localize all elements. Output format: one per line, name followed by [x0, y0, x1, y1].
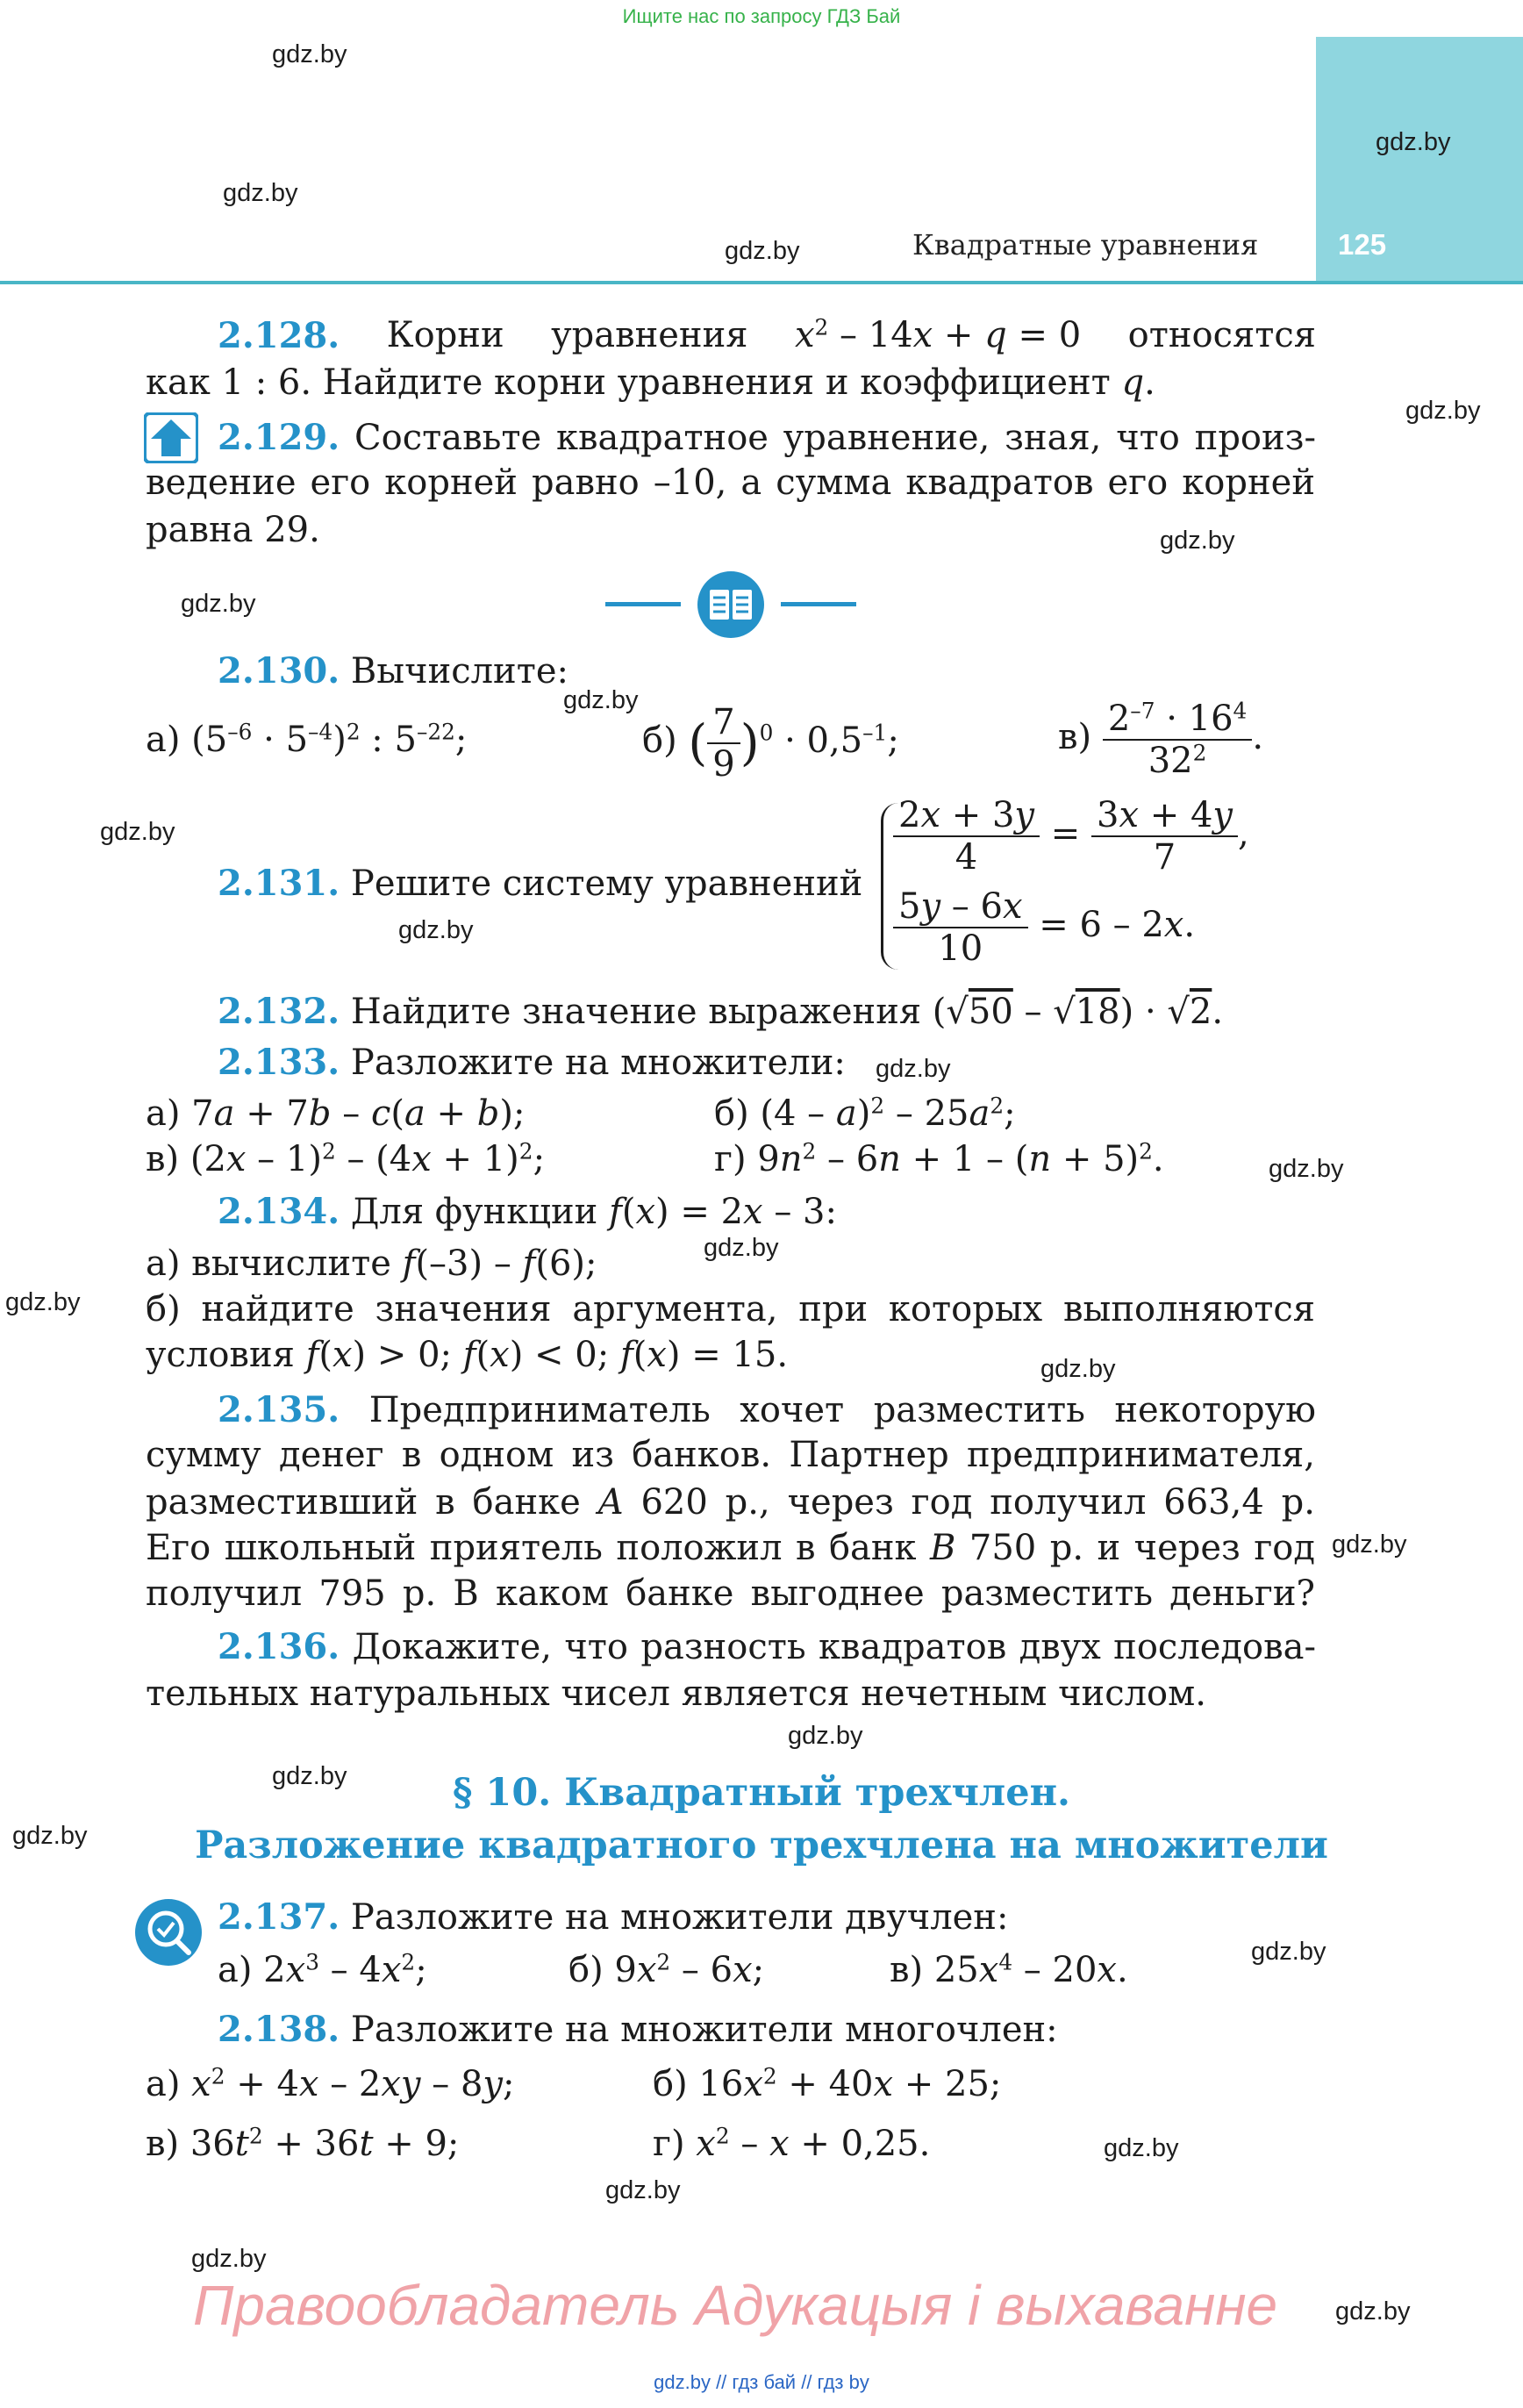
- text: Вычислите:: [350, 651, 568, 692]
- problem-2-138-a: а) $x^2 + 4x - 2xy - 8y$;: [146, 2063, 515, 2104]
- text: Корни: [386, 315, 504, 355]
- problem-number: 2.130.: [218, 650, 340, 692]
- watermark: gdz.by: [1160, 527, 1235, 555]
- problem-2-132: 2.132. Найдите значение выражения (√50 – √18) · √2.: [218, 991, 1224, 1032]
- watermark: gdz.by: [1104, 2134, 1179, 2162]
- problem-number: 2.129.: [218, 417, 340, 458]
- problem-2-133-d: г) $9n^2 - 6n + 1 - (n + 5)^2$.: [714, 1138, 1164, 1179]
- watermark: gdz.by: [191, 2245, 267, 2273]
- watermark: gdz.by: [876, 1055, 951, 1083]
- problem-2-130-c: в) $\frac{2^{-7} \cdot 16^4}{32^2}$ .: [1058, 698, 1264, 781]
- divider-right: [781, 602, 856, 606]
- text: Его школьный приятель положил в банк: [146, 1528, 917, 1568]
- problem-2-129-line2: ведение его корней равно –10, а сумма квадратов его корней: [146, 462, 1315, 503]
- watermark: gdz.by: [1376, 128, 1451, 156]
- footer-links[interactable]: gdz.by // гдз бай // гдз by: [654, 2371, 869, 2393]
- watermark: gdz.by: [788, 1722, 863, 1750]
- problem-2-138-c: в) $36t^2 + 36t + 9$;: [146, 2123, 460, 2164]
- watermark: gdz.by: [100, 818, 175, 846]
- problem-2-135-line3: разместивший в банке A 620 р., через год получил 663,4 р.: [146, 1482, 1315, 1523]
- problem-2-135-line1: [218, 1387, 1316, 1434]
- problem-2-137-c: в) $25x^4 - 20x$.: [890, 1949, 1128, 1990]
- text: Докажите, что разность квадратов двух последова-: [352, 1627, 1317, 1667]
- problem-2-138-b: б) $16x^2 + 40x + 25$;: [653, 2063, 1002, 2104]
- watermark: gdz.by: [223, 179, 298, 207]
- divider-left: [605, 602, 681, 606]
- equation: $x^2 - 14x + q = 0$: [794, 314, 1082, 355]
- problem-2-135-line5: получил 795 р. В каком банке выгоднее разместить деньги?: [146, 1573, 1315, 1614]
- problem-number: 2.137.: [218, 1896, 340, 1938]
- text: Предприниматель хочет разместить некоторую: [368, 1390, 1316, 1430]
- system-equation-1: $\frac{2x + 3y}{4}$ = $\frac{3x + 4y}{7}$ ,: [893, 795, 1249, 878]
- problem-2-137: [218, 1894, 1387, 1941]
- watermark: gdz.by: [5, 1288, 81, 1316]
- problem-2-133: [218, 1039, 1387, 1086]
- watermark: gdz.by: [725, 237, 800, 265]
- watermark: gdz.by: [1405, 397, 1481, 425]
- watermark: gdz.by: [1335, 2297, 1411, 2326]
- problem-2-137-b: б) $9x^2 - 6x$;: [568, 1949, 765, 1990]
- text: как 1 : 6. Найдите корни уравнения и коэффициент: [146, 362, 1111, 403]
- text: относятся: [1127, 315, 1316, 355]
- watermark: gdz.by: [398, 916, 474, 944]
- problem-number: 2.136.: [218, 1626, 340, 1667]
- text: условия: [146, 1335, 295, 1375]
- text: Найдите значение выражения: [350, 992, 922, 1032]
- problem-2-129-line3: равна 29.: [146, 510, 320, 550]
- problem-2-130: [218, 648, 1387, 695]
- text: разместивший в банке: [146, 1482, 581, 1523]
- watermark: gdz.by: [1332, 1530, 1407, 1559]
- search-check-icon: [133, 1897, 204, 1967]
- watermark: gdz.by: [272, 40, 347, 68]
- text: 620 р., через год получил 663,4 р.: [640, 1482, 1315, 1523]
- problem-2-129-line1: [218, 414, 1316, 462]
- watermark: gdz.by: [12, 1822, 88, 1850]
- copyright-notice: Правообладатель Адукацыя і выхаванне: [193, 2274, 1278, 2337]
- problem-2-136-line1: [218, 1623, 1316, 1671]
- text: Для функции: [350, 1192, 598, 1232]
- problem-2-130-a: а) $(5^{-6} \cdot 5^{-4})^2$ : $5^{-22}$;: [146, 719, 468, 760]
- house-up-icon: [144, 412, 198, 463]
- text: Разложите на множители:: [350, 1043, 846, 1083]
- text: Составьте квадратное уравнение, зная, что произ-: [354, 418, 1317, 458]
- watermark: gdz.by: [272, 1762, 347, 1790]
- problem-2-138-d: г) $x^2 - x + 0,25$.: [653, 2123, 931, 2164]
- problem-2-137-a: а) $2x^3 - 4x^2$;: [218, 1949, 427, 1990]
- text: Разложите на множители многочлен:: [350, 2010, 1058, 2050]
- problem-2-135-line4: Его школьный приятель положил в банк B 750 р. и через год: [146, 1528, 1315, 1568]
- problem-number: 2.138.: [218, 2009, 340, 2050]
- problem-2-134-b-line2: условия f(x) > 0; f(x) < 0; f(x) = 15.: [146, 1335, 789, 1375]
- watermark: gdz.by: [1269, 1155, 1344, 1183]
- text: Решите систему уравнений: [350, 864, 863, 904]
- problem-2-133-a: а) 7a + 7b – c(a + b);: [146, 1093, 526, 1134]
- header-rule: [0, 281, 1523, 284]
- problem-2-134-b-line1: б) найдите значения аргумента, при которых выполняются: [146, 1289, 1315, 1329]
- watermark: gdz.by: [181, 590, 256, 618]
- problem-number: 2.133.: [218, 1042, 340, 1083]
- section-title: Квадратные уравнения: [912, 228, 1259, 262]
- top-banner[interactable]: Ищите нас по запросу ГДЗ Бай: [622, 5, 901, 27]
- problem-2-130-b: б) ( $\frac{7}{9}$ )$^0 \cdot 0,5^{-1}$;: [642, 702, 899, 785]
- problem-2-136-line2: тельных натуральных чисел является нечетным числом.: [146, 1673, 1206, 1714]
- problem-number: 2.134.: [218, 1191, 340, 1232]
- problem-2-128-line1: [218, 312, 1316, 359]
- problem-number: 2.131.: [218, 863, 340, 904]
- paragraph-title-line1: § 10. Квадратный трехчлен.: [452, 1771, 1071, 1815]
- page-number: 125: [1338, 228, 1387, 261]
- problem-number: 2.132.: [218, 991, 340, 1032]
- watermark: gdz.by: [1040, 1355, 1116, 1383]
- problem-2-133-c: в) $(2x - 1)^2 - (4x + 1)^2$;: [146, 1138, 546, 1179]
- book-icon: [695, 570, 767, 639]
- problem-number: 2.135.: [218, 1389, 340, 1430]
- problem-2-133-b: б) $(4 - a)^2 - 25a^2$;: [714, 1093, 1016, 1134]
- problem-number: 2.128.: [218, 315, 340, 356]
- watermark: gdz.by: [563, 686, 639, 714]
- text: 750 р. и через год: [969, 1528, 1315, 1568]
- text: Разложите на множители двучлен:: [350, 1897, 1009, 1938]
- watermark: gdz.by: [605, 2176, 681, 2204]
- problem-2-138: [218, 2006, 1387, 2053]
- problem-2-134-a: а) вычислите f(–3) – f(6);: [146, 1243, 597, 1284]
- text: а) вычислите: [146, 1243, 391, 1284]
- paragraph-title-line2: Разложение квадратного трехчлена на множители: [195, 1824, 1328, 1867]
- problem-2-134: 2.134. Для функции f(x) = 2x – 3:: [218, 1191, 837, 1232]
- text: уравнения: [551, 315, 748, 355]
- watermark: gdz.by: [704, 1234, 779, 1262]
- problem-2-128-line2: как 1 : 6. Найдите корни уравнения и коэффициент q.: [146, 362, 1155, 403]
- system-equation-2: $\frac{5y - 6x}{10}$ = 6 – 2x.: [893, 886, 1195, 969]
- watermark: gdz.by: [1251, 1938, 1326, 1966]
- problem-2-135-line2: сумму денег в одном из банков. Партнер предпринимателя,: [146, 1435, 1315, 1475]
